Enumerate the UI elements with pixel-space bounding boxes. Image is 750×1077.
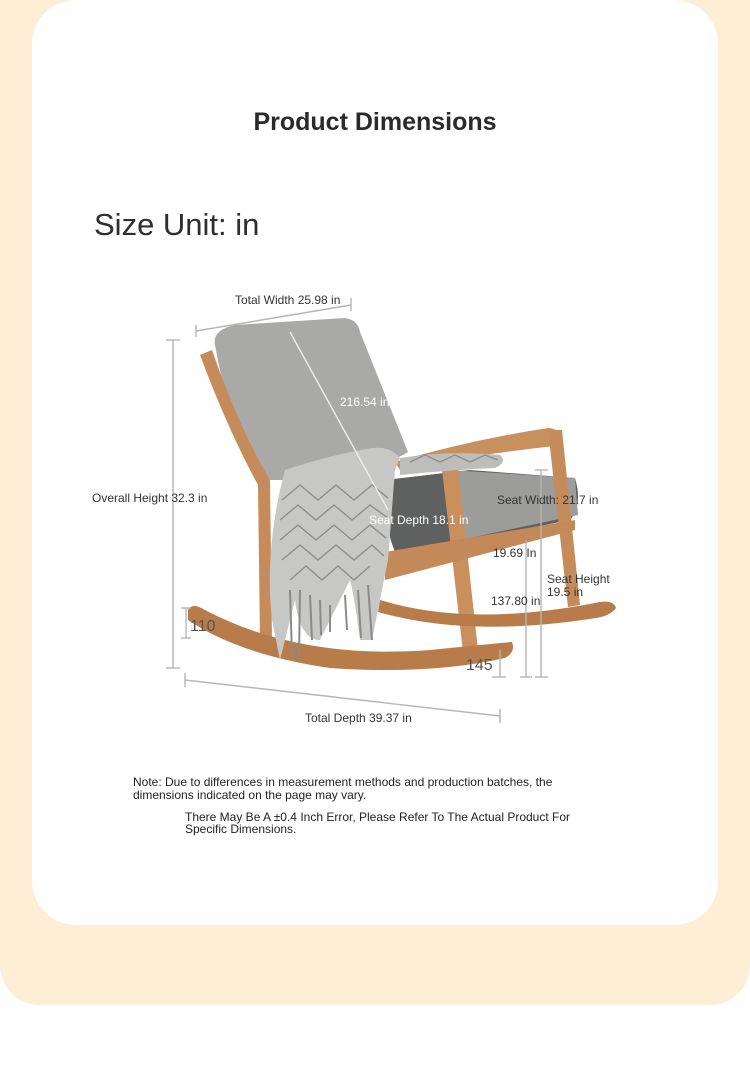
seat-width-label: Seat Width: 21.7 in — [497, 493, 599, 507]
error-note: There May Be A ±0.4 Inch Error, Please Refer To The Actual Product For Specific Dimensions. — [185, 810, 571, 836]
page-title: Product Dimensions — [253, 108, 497, 136]
overall-height-label: Overall Height 32.3 in — [92, 491, 208, 505]
total-depth-label: Total Depth 39.37 in — [305, 711, 412, 725]
total-width-label: Total Width 25.98 in — [235, 293, 341, 307]
side-height-label: 137.80 in — [491, 594, 541, 608]
back-diagonal-label: 216.54 in — [340, 395, 390, 409]
arm-height-label: 19.69 In — [493, 546, 537, 560]
front-gap-label: 145 — [466, 657, 493, 674]
rocker-height-label: 110 — [190, 618, 216, 635]
rocking-chair-illustration — [0, 280, 750, 730]
measurement-note: Note: Due to differences in measurement methods and production batches, the dimensions indicated on the page may vary. — [133, 775, 553, 802]
seat-height-label: Seat Height — [547, 572, 610, 586]
size-unit-label: Size Unit: in — [94, 207, 260, 242]
seat-depth-label: Seat Depth 18.1 in — [369, 513, 469, 527]
seat-height-value: 19.5 in — [547, 585, 584, 599]
